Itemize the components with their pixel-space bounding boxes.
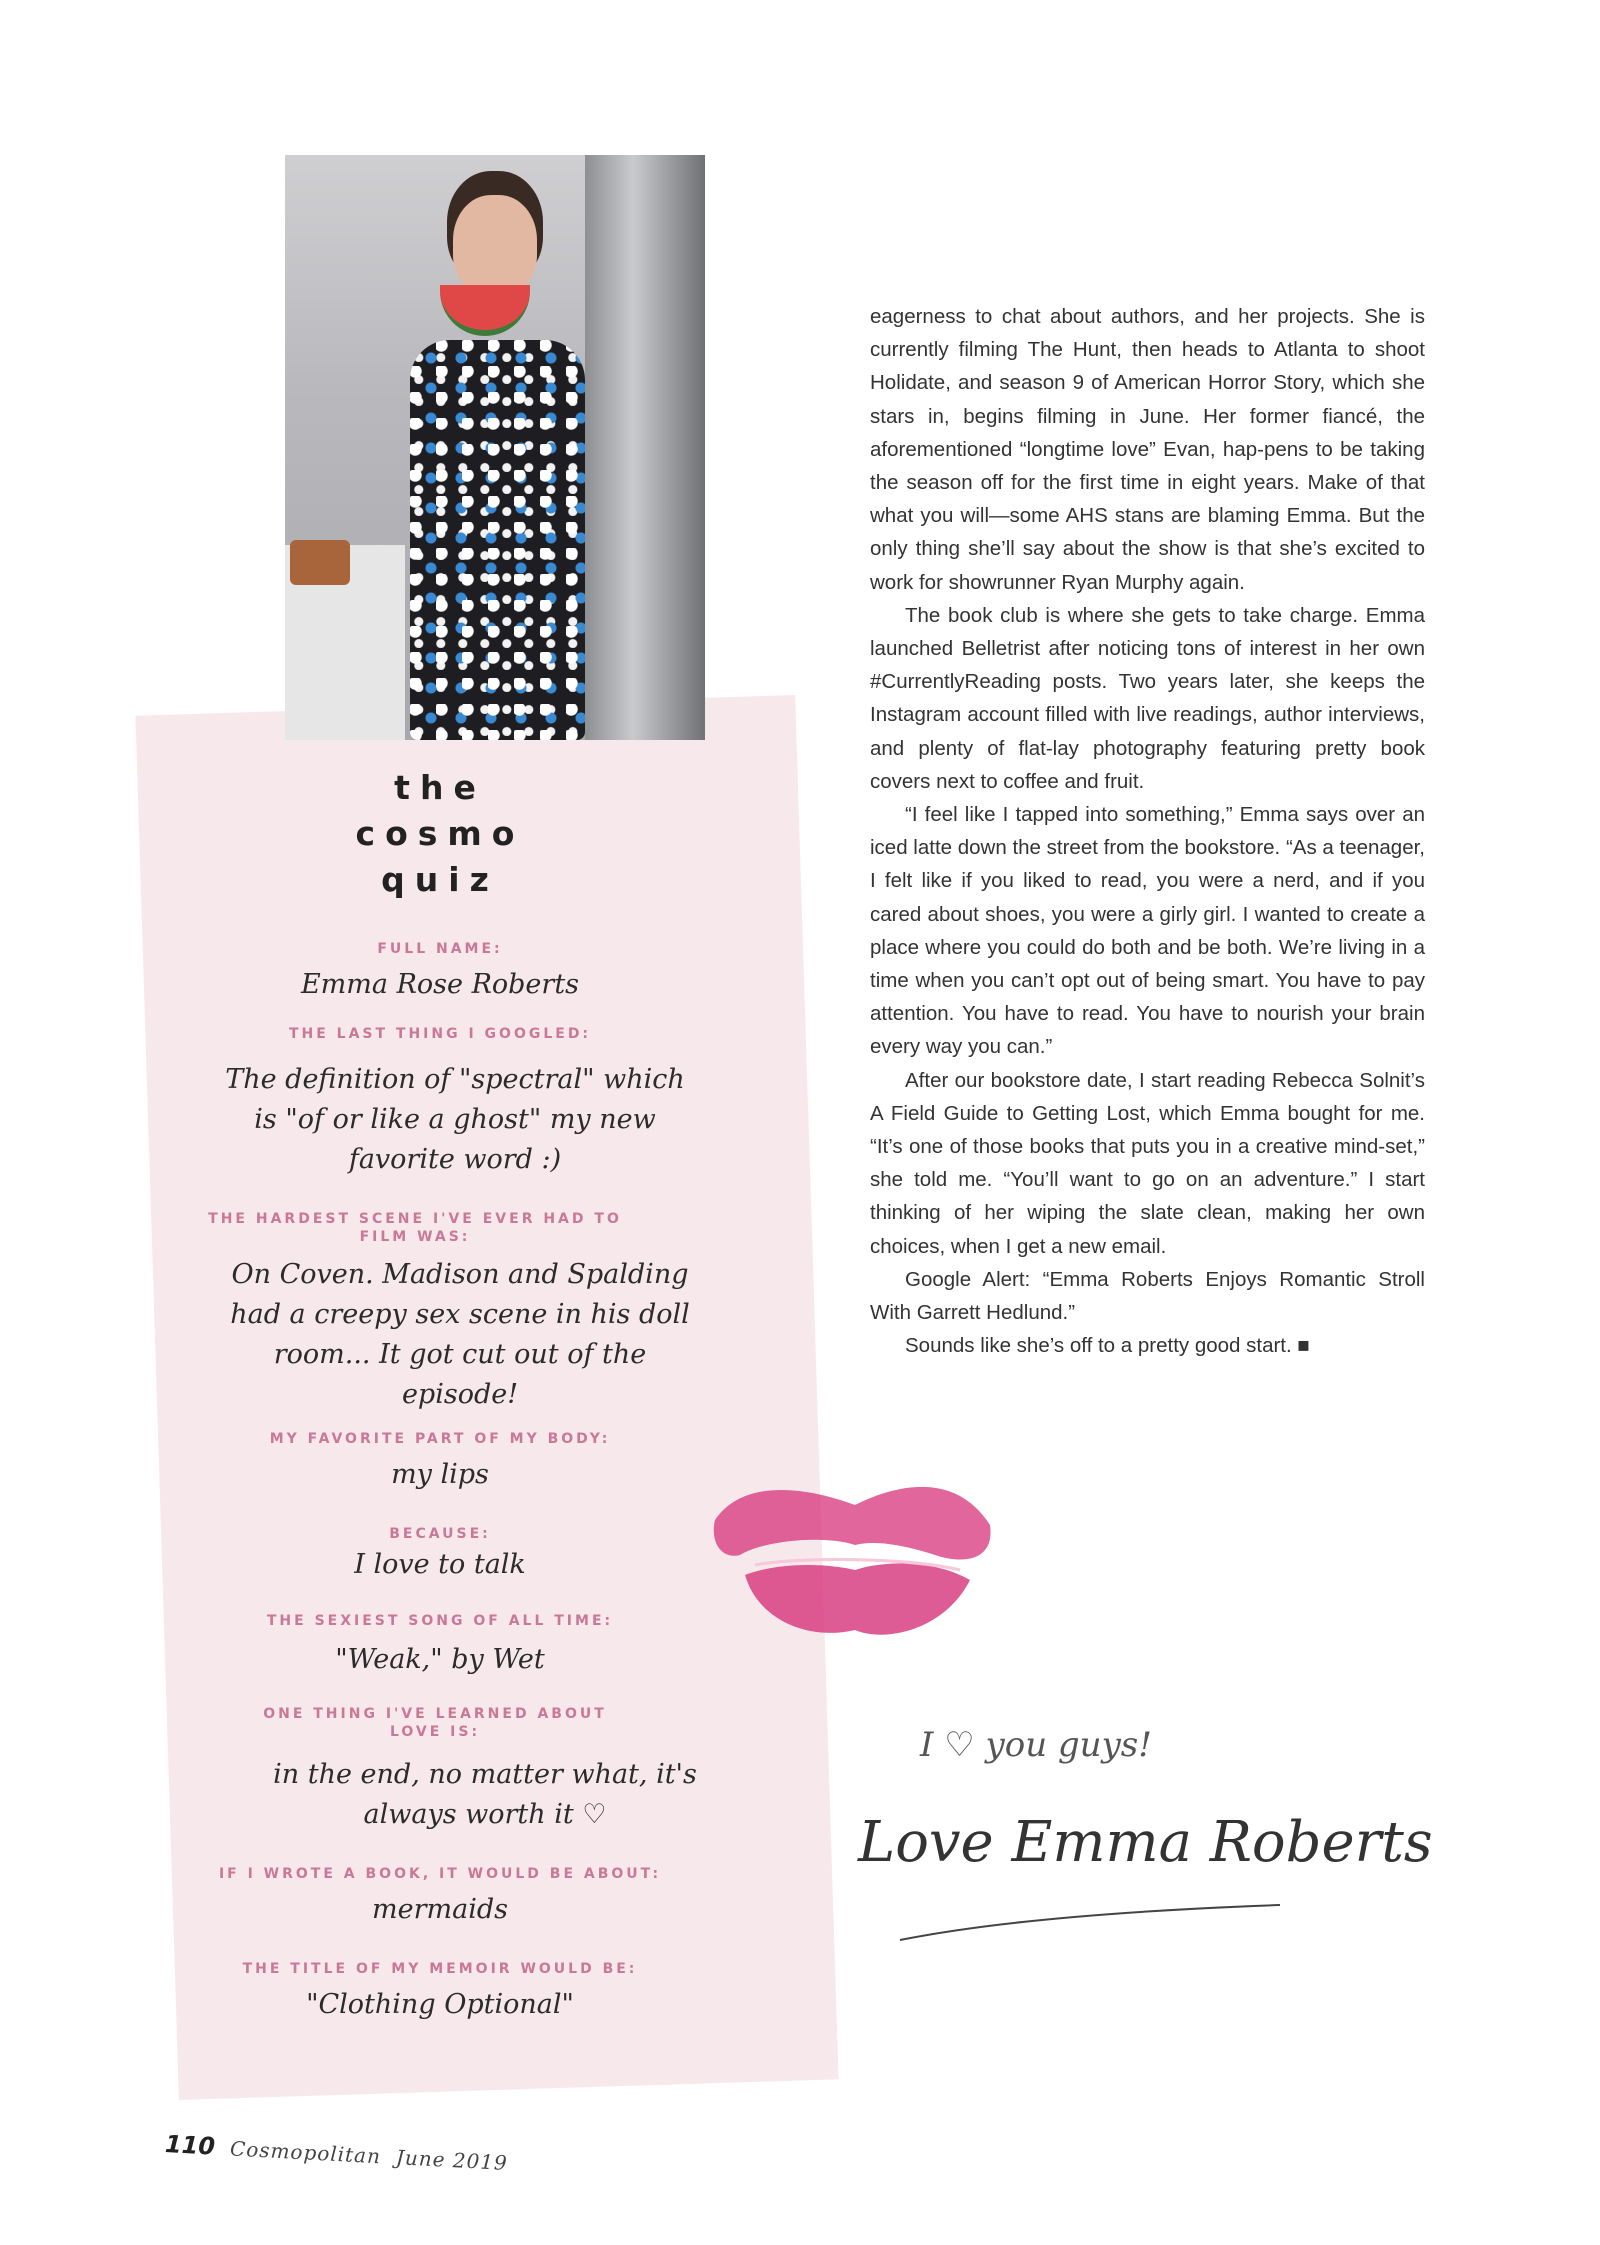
quiz-answer-last-googled: The definition of "spectral" which is "of or like a ghost" my new favorite word :): [225, 1064, 685, 1175]
issue-date: June 2019: [395, 2145, 509, 2175]
photo-watermelon: [440, 285, 530, 336]
quiz-title-line-2: cosmo: [355, 814, 525, 853]
quiz-answer-book-about: mermaids: [372, 1894, 508, 1925]
quiz-title: [300, 765, 580, 903]
quiz-answer-hardest-scene: On Coven. Madison and Spalding had a creepy sex scene in his doll room... It got cut out of the episode!: [230, 1259, 690, 1410]
quiz-answer-learned-about-love: in the end, no matter what, it's always worth it ♡: [273, 1759, 697, 1830]
signature-line-2: Love Emma Roberts: [858, 1810, 1433, 1875]
signature-line-1: I ♡ you guys!: [920, 1725, 1152, 1765]
lipstick-kiss-icon: [705, 1465, 1005, 1645]
article-paragraph: Sounds like she’s off to a pretty good start. ■: [905, 1334, 1310, 1358]
photo-fridge: [585, 155, 705, 740]
page-folio: [164, 2130, 508, 2176]
quiz-label-favorite-part: MY FAVORITE PART OF MY BODY:: [269, 1431, 611, 1447]
quiz-answer-memoir-title: "Clothing Optional": [306, 1989, 574, 2020]
quiz-answer-because: I love to talk: [354, 1549, 526, 1580]
article-body: [870, 300, 1425, 1363]
quiz-title-line-3: quiz: [381, 860, 499, 899]
article-paragraph: The book club is where she gets to take charge. Emma launched Belletrist after noticing tons of interest in her own #CurrentlyReading posts. Two years later, she keeps the Instagram account filled with live readings, author interviews, and plenty of flat-lay photography featuring pretty book covers next to coffee and fruit.: [870, 603, 1425, 793]
quiz-label-book-about: IF I WROTE A BOOK, IT WOULD BE ABOUT:: [218, 1866, 662, 1882]
article-paragraph: After our bookstore date, I start reading Rebecca Solnit’s A Field Guide to Getting Lost, which Emma bought for me. “It’s one of those books that puts you in a creative mind-set,” she told me. “You’ll want to go on an adventure.” I start thinking of her wiping the slate clean, making her own choices, when I get a new email.: [870, 1068, 1425, 1258]
quiz-label-last-googled: THE LAST THING I GOOGLED:: [288, 1026, 592, 1042]
article-paragraph: “I feel like I tapped into something,” Emma says over an iced latte down the street from the bookstore. “As a teenager, I felt like if you liked to read, you were a nerd, and if you cared about shoes, you were a girly girl. I wanted to create a place where you could do both and be both. We’re living in a time when you can’t opt out of being smart. You have to pay attention. You have to read. You have to nourish your brain every way you can.”: [870, 803, 1425, 1059]
photo-face: [453, 195, 537, 295]
quiz-title-line-1: the: [394, 768, 486, 807]
quiz-label-hardest-scene: THE HARDEST SCENE I'VE EVER HAD TO FILM WAS:: [208, 1211, 622, 1245]
quiz-answer-favorite-part: my lips: [391, 1459, 489, 1490]
article-paragraph: Google Alert: “Emma Roberts Enjoys Romantic Stroll With Garrett Hedlund.”: [870, 1267, 1425, 1325]
quiz-label-memoir-title: THE TITLE OF MY MEMOIR WOULD BE:: [242, 1961, 638, 1977]
quiz-answer-full-name: Emma Rose Roberts: [300, 969, 580, 1000]
signature-flourish: [840, 1720, 1300, 1950]
magazine-name: Cosmopolitan: [229, 2136, 382, 2169]
quiz-label-because: BECAUSE:: [389, 1526, 491, 1542]
photo-dress: [410, 340, 585, 740]
quiz-label-sexiest-song: THE SEXIEST SONG OF ALL TIME:: [266, 1613, 614, 1629]
quiz-label-full-name: FULL NAME:: [377, 941, 503, 957]
quiz-answer-sexiest-song: "Weak," by Wet: [335, 1644, 545, 1675]
photo-pot: [290, 540, 350, 585]
quiz-label-learned-about-love: ONE THING I'VE LEARNED ABOUT LOVE IS:: [263, 1706, 607, 1740]
cover-photo: [285, 155, 705, 740]
article-paragraph: eagerness to chat about authors, and her projects. She is currently filming The Hunt, then heads to Atlanta to shoot Holidate, and season 9 of American Horror Story, which she stars in, begins filming in June. Her former fiancé, the aforementioned “longtime love” Evan, hap-pens to be taking the season off for the first time in eight years. Make of that what you will—some AHS stans are blaming Emma. But the only thing she’ll say about the show is that she’s excited to work for showrunner Ryan Murphy again.: [870, 305, 1425, 594]
page-number: 110: [164, 2130, 216, 2161]
